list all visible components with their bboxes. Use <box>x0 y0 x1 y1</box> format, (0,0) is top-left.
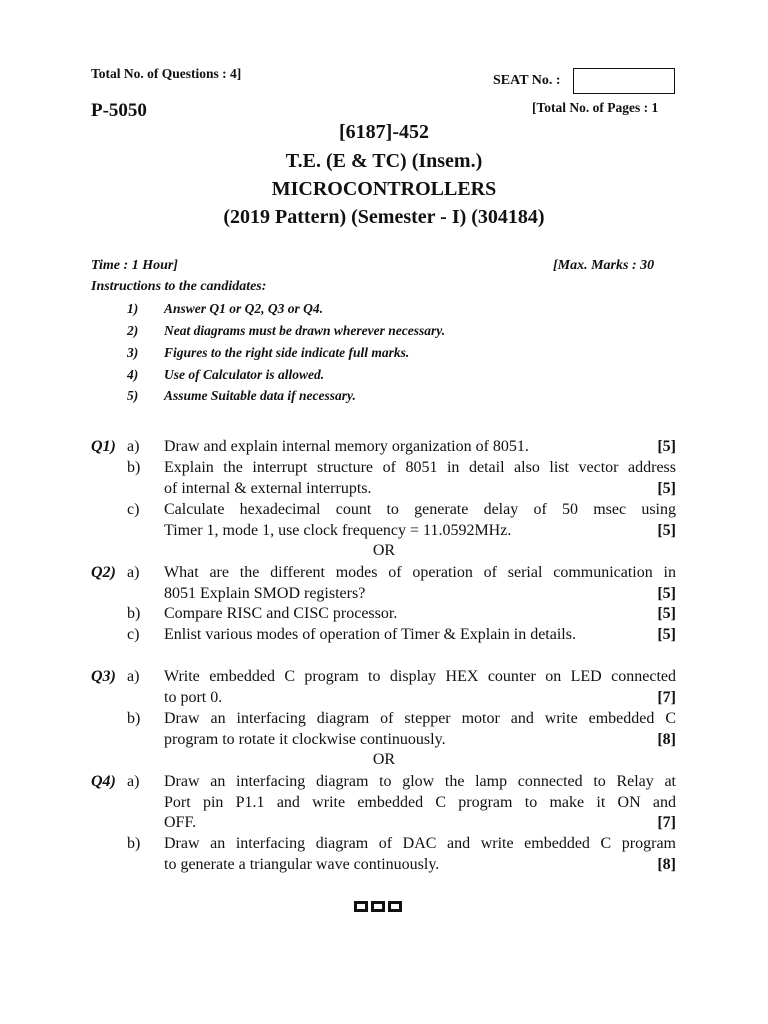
instruction-text: Figures to the right side indicate full marks. <box>164 345 410 360</box>
question-marks: [5] <box>657 605 676 622</box>
question-part: a) <box>127 564 140 581</box>
instruction-text: Answer Q1 or Q2, Q3 or Q4. <box>164 301 324 316</box>
end-box-icon <box>388 901 402 912</box>
question-text: Explain the interrupt structure of 8051 in detail also list vector address <box>164 459 676 476</box>
question-line <box>0 605 768 626</box>
instruction-text: Assume Suitable data if necessary. <box>164 388 356 403</box>
question-text: 8051 Explain SMOD registers? <box>164 585 366 602</box>
question-marks: [5] <box>657 585 676 602</box>
question-part: c) <box>127 626 140 643</box>
total-questions: Total No. of Questions : 4] <box>91 66 242 81</box>
question-line <box>0 794 768 815</box>
instruction-number: 4) <box>127 367 139 382</box>
instruction-number: 1) <box>127 301 139 316</box>
course-title: T.E. (E & TC) (Insem.) <box>285 150 483 172</box>
instruction-number: 3) <box>127 345 139 360</box>
question-marks: [5] <box>657 522 676 539</box>
question-part: a) <box>127 773 140 790</box>
question-marks: [7] <box>657 814 676 831</box>
question-number: Q4) <box>91 773 116 790</box>
question-marks: [8] <box>657 731 676 748</box>
question-text: Timer 1, mode 1, use clock frequency = 11.0592MHz. <box>164 522 512 539</box>
question-text: Port pin P1.1 and write embedded C program to make it ON and <box>164 794 676 811</box>
instructions-heading: Instructions to the candidates: <box>91 279 267 294</box>
seat-number-label: SEAT No. : <box>493 73 561 88</box>
question-part: b) <box>127 459 141 476</box>
question-line <box>0 856 768 877</box>
question-line <box>0 522 768 543</box>
question-line <box>0 564 768 585</box>
question-marks: [5] <box>657 480 676 497</box>
total-pages: [Total No. of Pages : 1 <box>532 100 659 115</box>
question-text: Enlist various modes of operation of Timer & Explain in details. <box>164 626 576 643</box>
instruction-number: 5) <box>127 388 139 403</box>
or-separator: OR <box>372 751 396 768</box>
question-number: Q3) <box>91 668 116 685</box>
question-line <box>0 459 768 480</box>
instruction-number: 2) <box>127 323 139 338</box>
question-marks: [7] <box>657 689 676 706</box>
question-part: b) <box>127 710 141 727</box>
question-line <box>0 480 768 501</box>
instruction-text: Use of Calculator is allowed. <box>164 367 325 382</box>
question-line <box>0 689 768 710</box>
pattern-title: (2019 Pattern) (Semester - I) (304184) <box>223 206 545 228</box>
question-text: Draw an interfacing diagram of DAC and write embedded C program <box>164 835 676 852</box>
question-part: a) <box>127 438 140 455</box>
or-separator: OR <box>372 542 396 559</box>
paper-code: P-5050 <box>91 100 147 121</box>
question-line <box>0 585 768 606</box>
seat-number-box[interactable] <box>573 68 675 94</box>
question-line <box>0 814 768 835</box>
subject-title: MICROCONTROLLERS <box>271 178 497 200</box>
question-text: Calculate hexadecimal count to generate delay of 50 msec using <box>164 501 676 518</box>
question-marks: [8] <box>657 856 676 873</box>
question-text: program to rotate it clockwise continuously. <box>164 731 446 748</box>
question-line <box>0 731 768 752</box>
question-text: to port 0. <box>164 689 223 706</box>
question-line <box>0 438 768 459</box>
question-text: Draw an interfacing diagram of stepper motor and write embedded C <box>164 710 676 727</box>
question-part: b) <box>127 835 141 852</box>
question-line <box>0 835 768 856</box>
question-marks: [5] <box>657 626 676 643</box>
question-line <box>0 773 768 794</box>
instruction-text: Neat diagrams must be drawn wherever necessary. <box>164 323 446 338</box>
end-of-paper-marker <box>354 901 402 912</box>
time-label: Time : 1 Hour] <box>91 258 178 273</box>
question-line <box>0 710 768 731</box>
question-text: of internal & external interrupts. <box>164 480 372 497</box>
question-part: a) <box>127 668 140 685</box>
question-text: Compare RISC and CISC processor. <box>164 605 398 622</box>
question-part: b) <box>127 605 141 622</box>
end-box-icon <box>371 901 385 912</box>
question-part: c) <box>127 501 140 518</box>
question-number: Q1) <box>91 438 116 455</box>
question-marks: [5] <box>657 438 676 455</box>
question-text: OFF. <box>164 814 197 831</box>
question-text: Draw an interfacing diagram to glow the lamp connected to Relay at <box>164 773 676 790</box>
subject-code: [6187]-452 <box>339 121 429 143</box>
max-marks-label: [Max. Marks : 30 <box>553 258 655 273</box>
question-line <box>0 501 768 522</box>
question-text: to generate a triangular wave continuously. <box>164 856 440 873</box>
end-box-icon <box>354 901 368 912</box>
question-text: What are the different modes of operation of serial communication in <box>164 564 676 581</box>
question-text: Draw and explain internal memory organization of 8051. <box>164 438 529 455</box>
question-line <box>0 668 768 689</box>
question-number: Q2) <box>91 564 116 581</box>
question-text: Write embedded C program to display HEX counter on LED connected <box>164 668 676 685</box>
question-line <box>0 626 768 647</box>
